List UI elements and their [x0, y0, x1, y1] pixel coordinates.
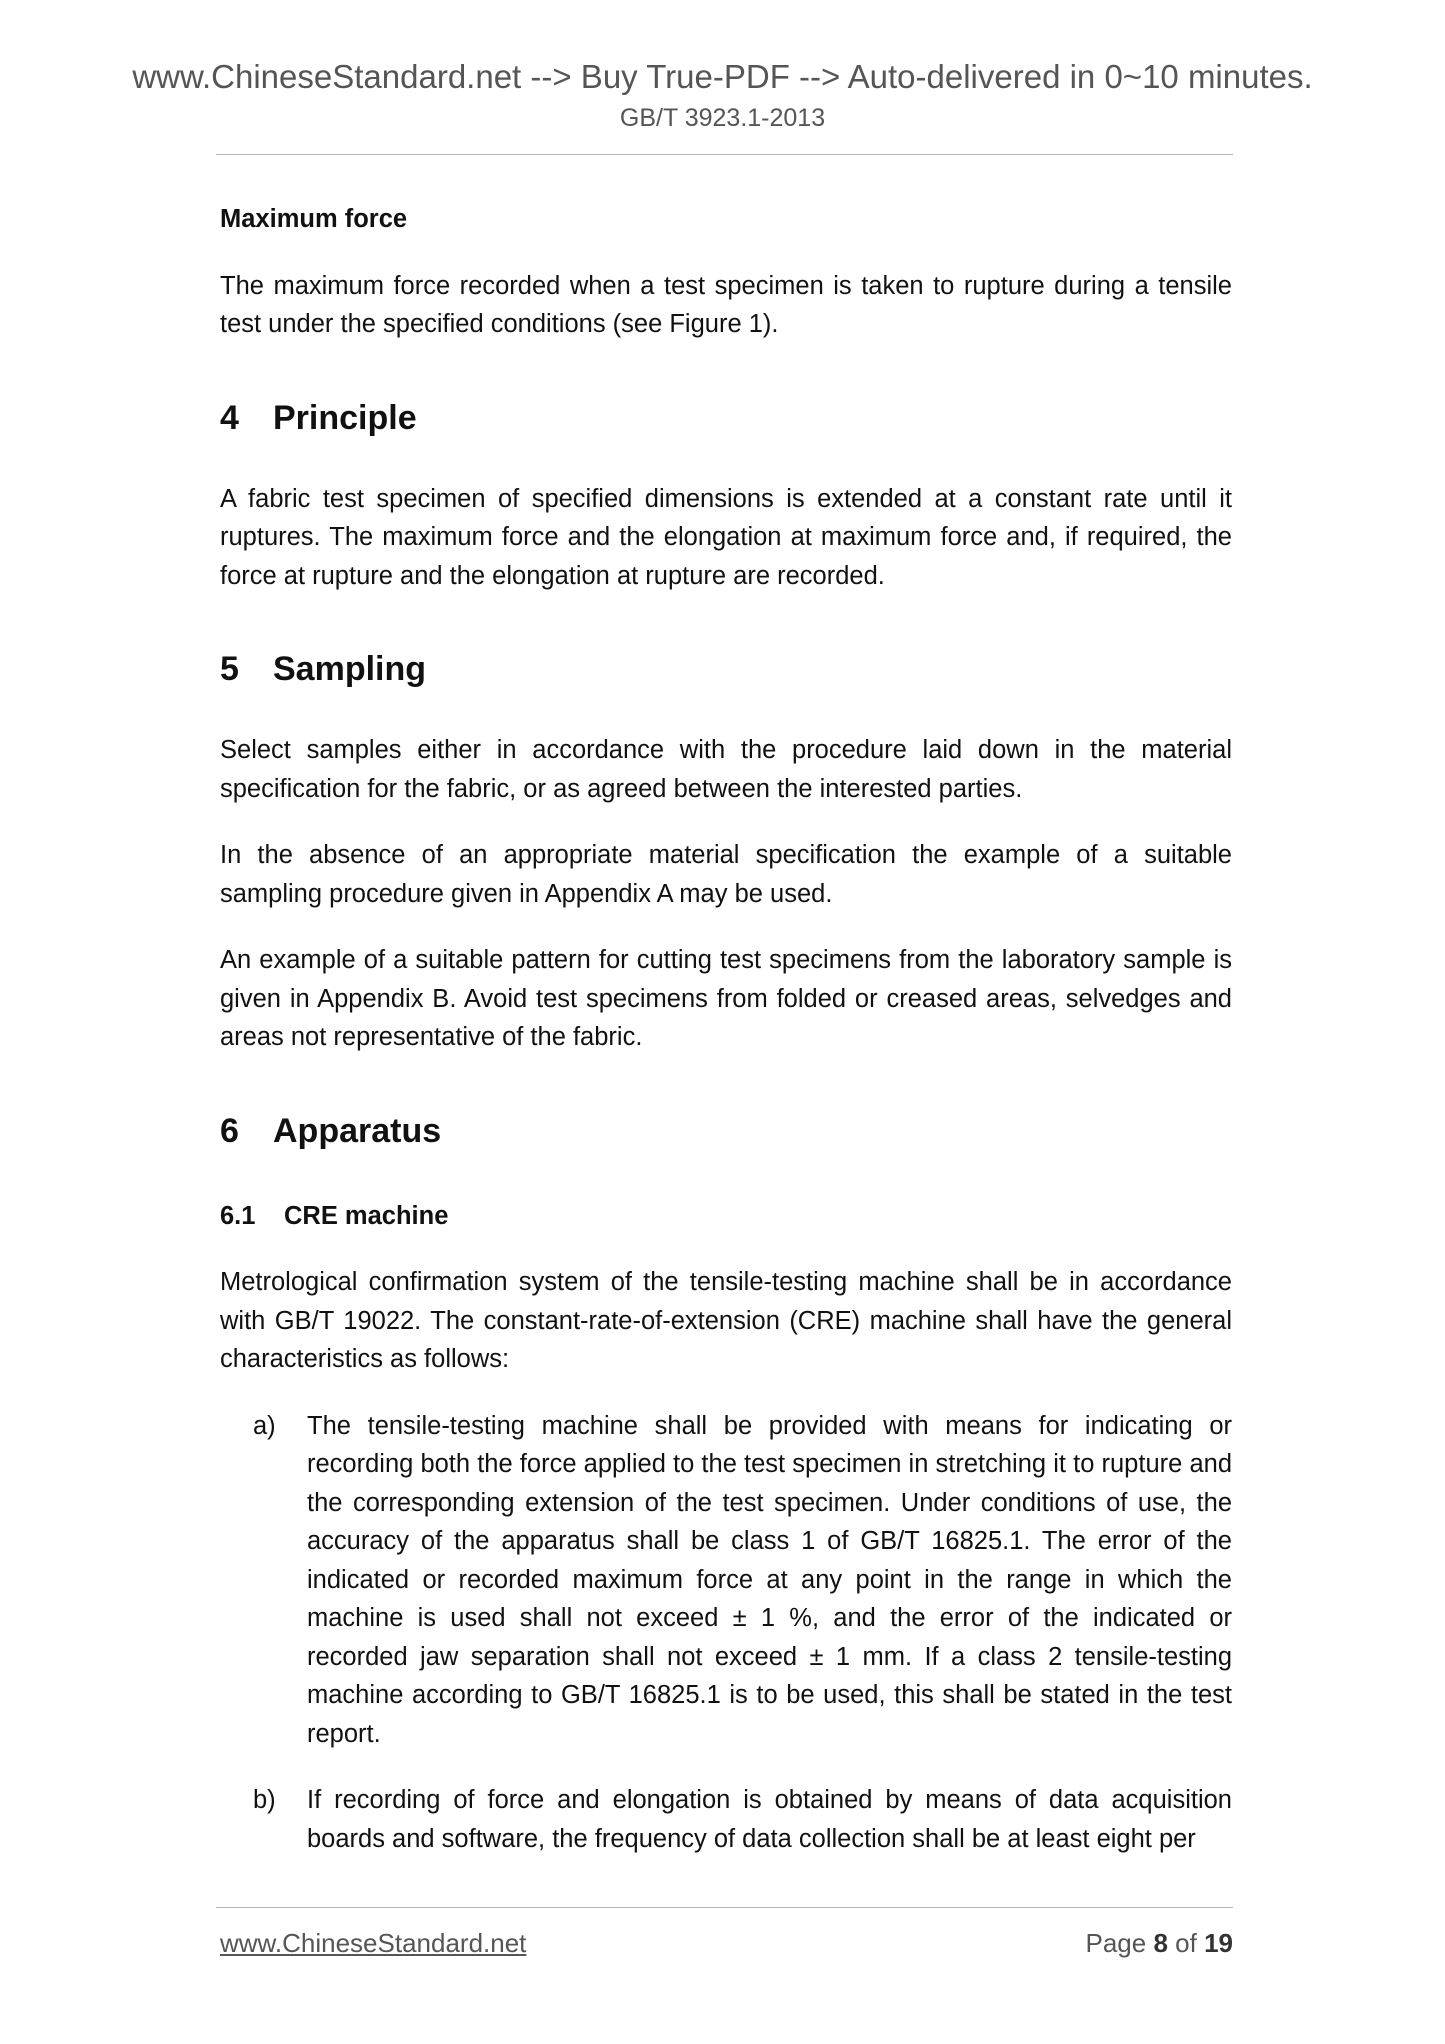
- page-number: [1085, 1928, 1233, 1959]
- header-divider: [216, 154, 1233, 155]
- list-item-text: If recording of force and elongation is obtained by means of data acquisition boards and software, the frequency of data collection shall be at least eight per: [307, 1786, 1232, 1853]
- subsection-heading-cre-machine: [220, 1197, 1232, 1236]
- section-number: 5: [220, 650, 239, 688]
- section-number: 6: [220, 1111, 239, 1150]
- subsection-number: 6.1: [220, 1201, 256, 1230]
- list-item: [220, 1407, 1232, 1754]
- page-current: 8: [1153, 1928, 1168, 1958]
- sampling-paragraph: An example of a suitable pattern for cutting test specimens from the laboratory sample is given in Appendix B. Avoid test specimens from folded or creased areas, selvedges and areas not representative of the fabric.: [220, 946, 1232, 1051]
- page-label: Page: [1085, 1928, 1147, 1958]
- section-heading-principle: [220, 396, 1232, 440]
- term-title: Maximum force: [220, 205, 408, 233]
- list-marker: b): [253, 1786, 276, 1814]
- subsection-title: CRE machine: [284, 1201, 449, 1230]
- sampling-paragraph: Select samples either in accordance with the procedure laid down in the material specification for the fabric, or as agreed between the interested parties.: [220, 736, 1232, 803]
- page-content: [220, 200, 1232, 1886]
- section-title: Principle: [273, 398, 417, 437]
- footer-divider: [216, 1907, 1233, 1908]
- standard-code: GB/T 3923.1-2013: [619, 104, 826, 132]
- cre-intro-paragraph: Metrological confirmation system of the tensile-testing machine shall be in accordance with GB/T 19022. The constant-rate-of-extension (CRE) machine shall have the general characteristics as follows:: [220, 1268, 1232, 1373]
- page-total: 19: [1204, 1928, 1233, 1958]
- sampling-paragraph: In the absence of an appropriate material specification the example of a suitable sampling procedure given in Appendix A may be used.: [220, 841, 1232, 908]
- page-of: of: [1175, 1928, 1197, 1958]
- principle-paragraph: A fabric test specimen of specified dimensions is extended at a constant rate until it ruptures. The maximum force and the elongation at maximum force and, if required, the force at rupture and the elongation at rupture are recorded.: [220, 484, 1232, 590]
- list-item-text: The tensile-testing machine shall be provided with means for indicating or recording both the force applied to the test specimen in stretching it to rupture and the corresponding extension of the test specimen. Under conditions of use, the accuracy of the apparatus shall be class 1 of GB/T 16825.1. The error of the indicated or recorded maximum force at any point in the range in which the machine is used shall not exceed ± 1 %, and the error of the indicated or recorded jaw separation shall not exceed ± 1 mm. If a class 2 tensile-testing machine according to GB/T 16825.1 is to be used, this shall be stated in the test report.: [307, 1411, 1232, 1748]
- section-heading-apparatus: [220, 1109, 1232, 1153]
- section-number: 4: [220, 398, 239, 437]
- section-title: Sampling: [273, 650, 427, 688]
- footer-website-link[interactable]: www.ChineseStandard.net: [220, 1928, 527, 1958]
- list-marker: a): [253, 1411, 276, 1440]
- list-item: [220, 1781, 1232, 1858]
- term-definition: The maximum force recorded when a test specimen is taken to rupture during a tensile test under the specified conditions (see Figure 1).: [220, 271, 1232, 338]
- section-heading-sampling: [220, 647, 1232, 691]
- section-title: Apparatus: [273, 1111, 442, 1150]
- header-banner-link[interactable]: www.ChineseStandard.net --> Buy True-PDF --> Auto-delivered in 0~10 minutes.: [132, 58, 1313, 95]
